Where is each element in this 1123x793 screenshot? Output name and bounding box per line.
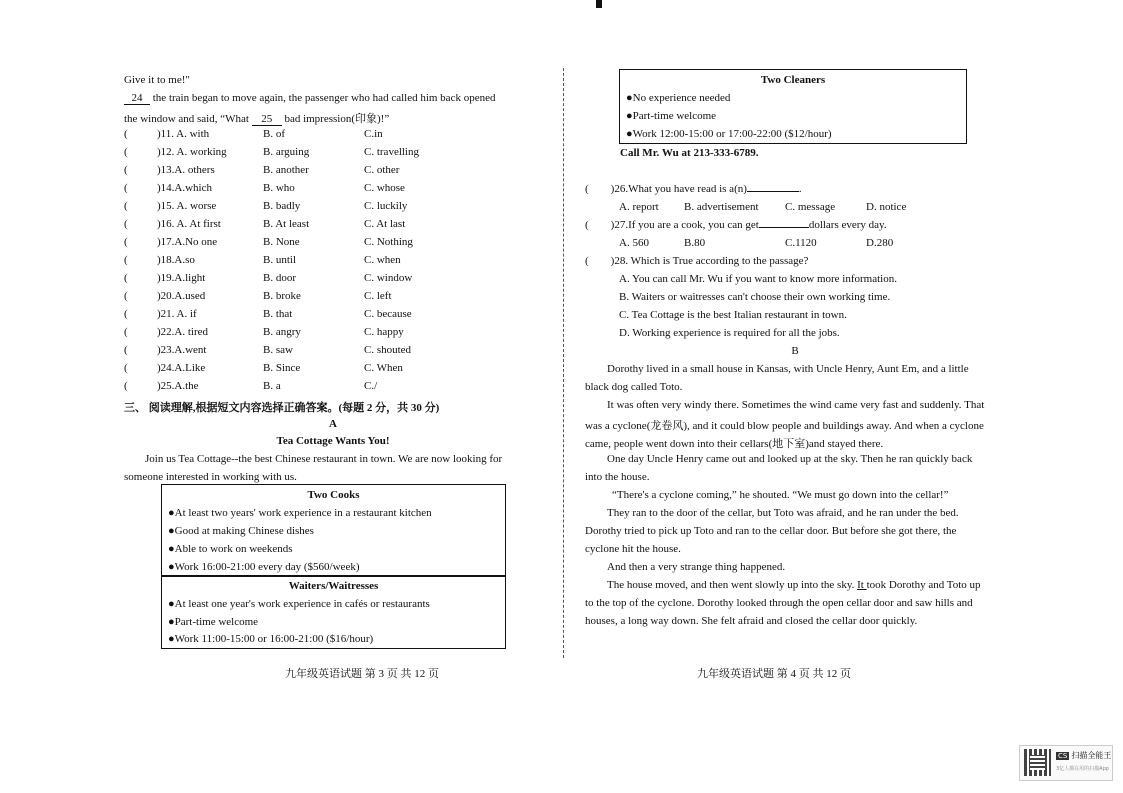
question-option-b: B. badly: [263, 200, 301, 212]
question-option-b: B. None: [263, 236, 300, 248]
question-option-a: )25.A.the: [157, 380, 199, 392]
box-item: ●Able to work on weekends: [168, 543, 293, 555]
question-option-b: B. door: [263, 272, 296, 284]
story-line: to the top of the cyclone. Dorothy looked through the open cellar door and saw hills and: [585, 597, 973, 609]
story-line: Dorothy lived in a small house in Kansas, with Uncle Henry, Aunt Em, and a little: [607, 363, 969, 375]
waiters-box: [161, 575, 506, 649]
question-26: [585, 183, 802, 195]
question-option-b: B. of: [263, 128, 285, 140]
paren: (: [124, 218, 128, 230]
box-title: Two Cooks: [307, 489, 360, 501]
question-option-b: B. who: [263, 182, 295, 194]
question-option-c: C. because: [364, 308, 412, 320]
question-option-a: )24.A.Like: [157, 362, 206, 374]
story-line: [607, 579, 981, 591]
question-option-c: C. other: [364, 164, 400, 176]
page-top-mark: [596, 0, 602, 8]
question-text: dollars every day.: [808, 219, 887, 231]
passage-text: the train began to move again, the passenger who had called him back opened: [152, 92, 496, 104]
option: C.1120: [785, 237, 817, 249]
paren: (: [124, 164, 128, 176]
option: D. notice: [866, 201, 907, 213]
box-item: ●Part-time welcome: [168, 616, 259, 628]
answer-blank: 25: [252, 113, 282, 126]
question-option-c: C. window: [364, 272, 413, 284]
scanner-brand: [1056, 750, 1111, 761]
question-option-c: C. When: [364, 362, 403, 374]
box-title: Two Cleaners: [760, 74, 826, 86]
story-line: It was often very windy there. Sometimes the wind came very fast and suddenly. That: [607, 399, 985, 411]
paren: (: [124, 236, 128, 248]
option: D. Working experience is required for all the jobs.: [619, 327, 840, 339]
paren: (: [124, 200, 128, 212]
question-27: [585, 219, 887, 231]
question-option-c: C. when: [364, 254, 401, 266]
question-text: .: [798, 183, 802, 195]
question-option-c: C. luckily: [364, 200, 408, 212]
scanner-subtitle: 3亿人都在用的扫描App: [1056, 766, 1109, 772]
story-line: black dog called Toto.: [585, 381, 683, 393]
box-item: ●No experience needed: [626, 92, 731, 104]
passage-text: the window and said, “What: [124, 113, 249, 125]
question-option-c: C. At last: [364, 218, 406, 230]
answer-blank: [747, 191, 799, 192]
question-option-a: )20.A.used: [157, 290, 206, 302]
story-line: was a cyclone(龙卷风), and it could blow people and buildings away. And when a cyclone: [585, 420, 984, 432]
scanner-name: 扫描全能王: [1071, 751, 1112, 760]
question-option-b: B. that: [263, 308, 293, 320]
story-line: cyclone hit the house.: [585, 543, 681, 555]
cleaners-box: [619, 69, 967, 144]
paren: (: [124, 344, 128, 356]
page-footer: 九年级英语试题 第 3 页 共 12 页: [285, 668, 439, 680]
question-option-a: )11. A. with: [157, 128, 210, 140]
passage-line: Give it to me!": [124, 74, 190, 86]
question-option-b: B. At least: [263, 218, 310, 230]
question-28: [585, 255, 808, 267]
question-option-b: B. Since: [263, 362, 301, 374]
story-line: “There's a cyclone coming,” he shouted. “We must go down into the cellar!”: [612, 489, 949, 501]
option: B. advertisement: [684, 201, 759, 213]
question-option-a: )22.A. tired: [157, 326, 209, 338]
box-item: ●Work 16:00-21:00 every day ($560/week): [168, 561, 360, 573]
paren: (: [124, 290, 128, 302]
question-option-b: B. a: [263, 380, 281, 392]
part-label: B: [791, 345, 799, 357]
question-option-c: C. travelling: [364, 146, 419, 158]
paren: (: [585, 183, 589, 195]
section-heading: 三、 阅读理解,根据短文内容选择正确答案。(每题 2 分，共 30 分): [124, 402, 440, 414]
story-line: houses, a long way down. She felt afraid and closed the cellar door quickly.: [585, 615, 918, 627]
question-option-c: C.in: [364, 128, 383, 140]
option: A. 560: [619, 237, 649, 249]
question-text: )27.If you are a cook, you can get: [610, 219, 759, 231]
question-option-c: C. left: [364, 290, 392, 302]
contact-line: Call Mr. Wu at 213-333-6789.: [620, 147, 759, 159]
answer-blank: [759, 227, 809, 228]
option: A. report: [619, 201, 659, 213]
option: D.280: [866, 237, 894, 249]
cooks-box: [161, 484, 506, 577]
scanner-watermark: [1019, 745, 1113, 781]
option: C. message: [785, 201, 836, 213]
question-option-a: )17.A.No one: [157, 236, 218, 248]
box-item: ●Part-time welcome: [626, 110, 717, 122]
question-option-b: B. saw: [263, 344, 293, 356]
question-option-b: B. arguing: [263, 146, 310, 158]
question-option-b: B. until: [263, 254, 297, 266]
ad-intro: Join us Tea Cottage--the best Chinese restaurant in town. We are now looking for: [145, 453, 503, 465]
story-line: And then a very strange thing happened.: [607, 561, 786, 573]
passage-line: [124, 92, 542, 105]
question-option-c: C./: [364, 380, 378, 392]
paren: (: [124, 380, 128, 392]
paren: (: [124, 326, 128, 338]
question-option-b: B. broke: [263, 290, 301, 302]
question-text: )26.What you have read is a(n): [610, 183, 747, 195]
question-text: )28. Which is True according to the passage?: [610, 255, 809, 267]
option: B. Waiters or waitresses can't choose their own working time.: [619, 291, 891, 303]
question-option-a: )12. A. working: [157, 146, 227, 158]
question-option-c: C. shouted: [364, 344, 412, 356]
box-item: ●Work 11:00-15:00 or 16:00-21:00 ($16/hour): [168, 633, 374, 645]
question-option-c: C. Nothing: [364, 236, 413, 248]
paren: (: [124, 146, 128, 158]
paren: (: [124, 308, 128, 320]
box-item: ●At least one year's work experience in cafés or restaurants: [168, 598, 430, 610]
qr-code-icon: [1024, 749, 1051, 776]
question-option-c: C. happy: [364, 326, 404, 338]
question-option-a: )16. A. At first: [157, 218, 221, 230]
paren: (: [124, 362, 128, 374]
paren: (: [124, 182, 128, 194]
underlined-word: It: [857, 579, 867, 591]
cs-badge: CS: [1058, 752, 1068, 760]
story-line: into the house.: [585, 471, 650, 483]
question-option-a: )13.A. others: [157, 164, 215, 176]
question-option-a: )14.A.which: [157, 182, 212, 194]
question-option-a: )18.A.so: [157, 254, 195, 266]
option: B.80: [684, 237, 706, 249]
paren: (: [124, 128, 128, 140]
paren: (: [585, 219, 589, 231]
ad-title: Tea Cottage Wants You!: [276, 435, 390, 447]
part-label: A: [329, 418, 337, 430]
story-line: One day Uncle Henry came out and looked up at the sky. Then he ran quickly back: [607, 453, 973, 465]
paren: (: [585, 255, 589, 267]
box-title: Waiters/Waitresses: [288, 580, 379, 592]
box-item: ●Good at making Chinese dishes: [168, 525, 314, 537]
passage-text: bad impression(印象)!”: [284, 113, 390, 125]
option: A. You can call Mr. Wu if you want to know more information.: [619, 273, 897, 285]
page-footer: 九年级英语试题 第 4 页 共 12 页: [697, 668, 851, 680]
question-option-a: )19.A.light: [157, 272, 206, 284]
box-item: ●At least two years' work experience in a restaurant kitchen: [168, 507, 432, 519]
story-line: Dorothy tried to pick up Toto and ran to the cellar door. But before she got there, the: [585, 525, 957, 537]
question-option-b: B. angry: [263, 326, 301, 338]
question-option-a: )21. A. if: [157, 308, 197, 320]
paren: (: [124, 254, 128, 266]
box-item: ●Work 12:00-15:00 or 17:00-22:00 ($12/hour): [626, 128, 832, 140]
question-option-a: )15. A. worse: [157, 200, 217, 212]
story-text: The house moved, and then went slowly up into the sky.: [607, 579, 858, 591]
question-option-b: B. another: [263, 164, 309, 176]
question-option-a: )23.A.went: [157, 344, 207, 356]
story-line: They ran to the door of the cellar, but Toto was afraid, and he ran under the bed.: [607, 507, 959, 519]
option: C. Tea Cottage is the best Italian restaurant in town.: [619, 309, 847, 321]
story-text: took Dorothy and Toto up: [866, 579, 981, 591]
passage-line: [124, 110, 389, 126]
answer-blank: 24: [124, 92, 150, 105]
ad-intro: someone interested in working with us.: [124, 471, 297, 483]
question-option-c: C. whose: [364, 182, 405, 194]
story-line: came, people went down into their cellars(地下室)and stayed there.: [585, 438, 884, 450]
paren: (: [124, 272, 128, 284]
page-divider: [563, 68, 564, 658]
